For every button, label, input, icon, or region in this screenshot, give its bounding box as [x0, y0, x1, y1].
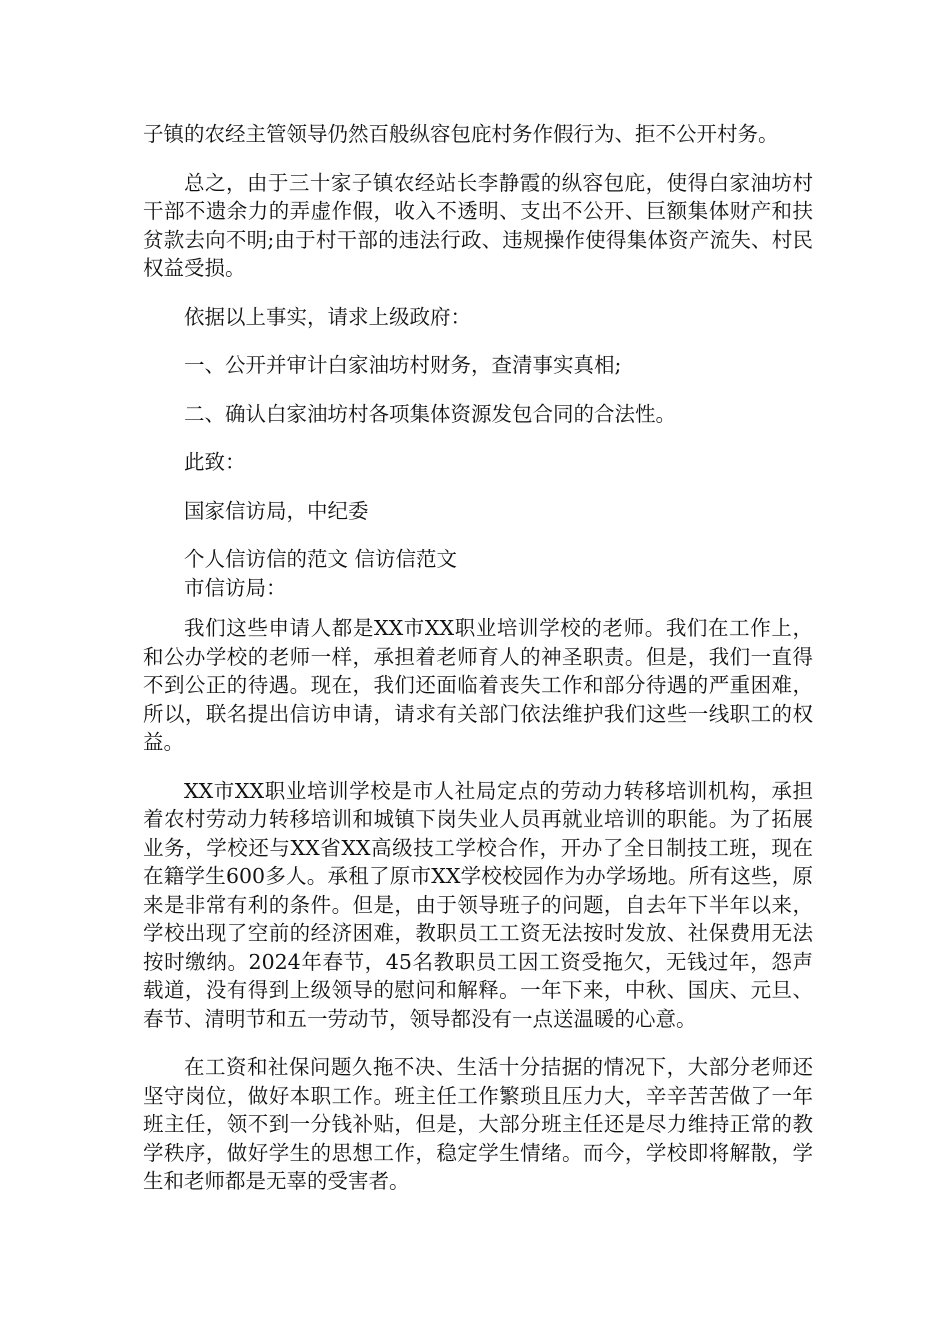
letter-title: 个人信访信的范文 信访信范文 — [184, 547, 458, 571]
continuation-paragraph: 子镇的农经主管领导仍然百般纵容包庇村务作假行为、拒不公开村务。 — [143, 122, 779, 146]
document-body — [143, 120, 813, 1216]
request-item-1: 一、公开并审计白家油坊村财务，查清事实真相; — [184, 353, 622, 377]
request-intro: 依据以上事实，请求上级政府： — [184, 304, 471, 329]
summary-paragraph: 总之，由于三十家子镇农经站长李静霞的纵容包庇，使得白家油坊村干部不遗余力的弄虚作假，收入不透明、支出不公开、巨额集体财产和扶贫款去向不明;由于村干部的违法行政、违规操作使得集体资产流失、村民权益受损。 — [143, 170, 813, 280]
letter-salutation: 市信访局： — [184, 575, 287, 600]
recipient-line: 国家信访局，中纪委 — [184, 498, 369, 523]
letter-heading — [143, 545, 813, 602]
body-paragraph-3: 在工资和社保问题久拖不决、生活十分拮据的情况下，大部分老师还坚守岗位，做好本职工作。班主任工作繁琐且压力大，辛辛苦苦做了一年班主任，领不到一分钱补贴，但是，大部分班主任还是尽力维持正常的教学秩序，做好学生的思想工作，稳定学生情绪。而今，学校即将解散，学生和老师都是无辜的受害者。 — [143, 1055, 813, 1193]
body-paragraph-2: XX市XX职业培训学校是市人社局定点的劳动力转移培训机构，承担着农村劳动力转移培训和城镇下岗失业人员再就业培训的职能。为了拓展业务，学校还与XX省XX高级技工学校合作，开办了全日制技工班，现在在籍学生600多人。承租了原市XX学校校园作为办学场地。所有这些，原来是非常有利的条件。但是，由于领导班子的问题，自去年下半年以来，学校出现了空前的经济困难，教职员工工资无法按时发放、社保费用无法按时缴纳。2024年春节，45名教职员工因工资受拖欠，无钱过年，怨声载道，没有得到上级领导的慰问和解释。一年下来，中秋、国庆、元旦、春节、清明节和五一劳动节，领导都没有一点送温暖的心意。 — [143, 778, 813, 1031]
body-paragraph-1: 我们这些申请人都是XX市XX职业培训学校的老师。我们在工作上，和公办学校的老师一样，承担着老师育人的神圣职责。但是，我们一直得不到公正的待遇。现在，我们还面临着丧失工作和部分待遇的严重困难，所以，联名提出信访申请，请求有关部门依法维护我们这些一线职工的权益。 — [143, 616, 813, 754]
closing-salutation: 此致： — [184, 450, 246, 474]
request-item-2: 二、确认白家油坊村各项集体资源发包合同的合法性。 — [184, 401, 676, 426]
